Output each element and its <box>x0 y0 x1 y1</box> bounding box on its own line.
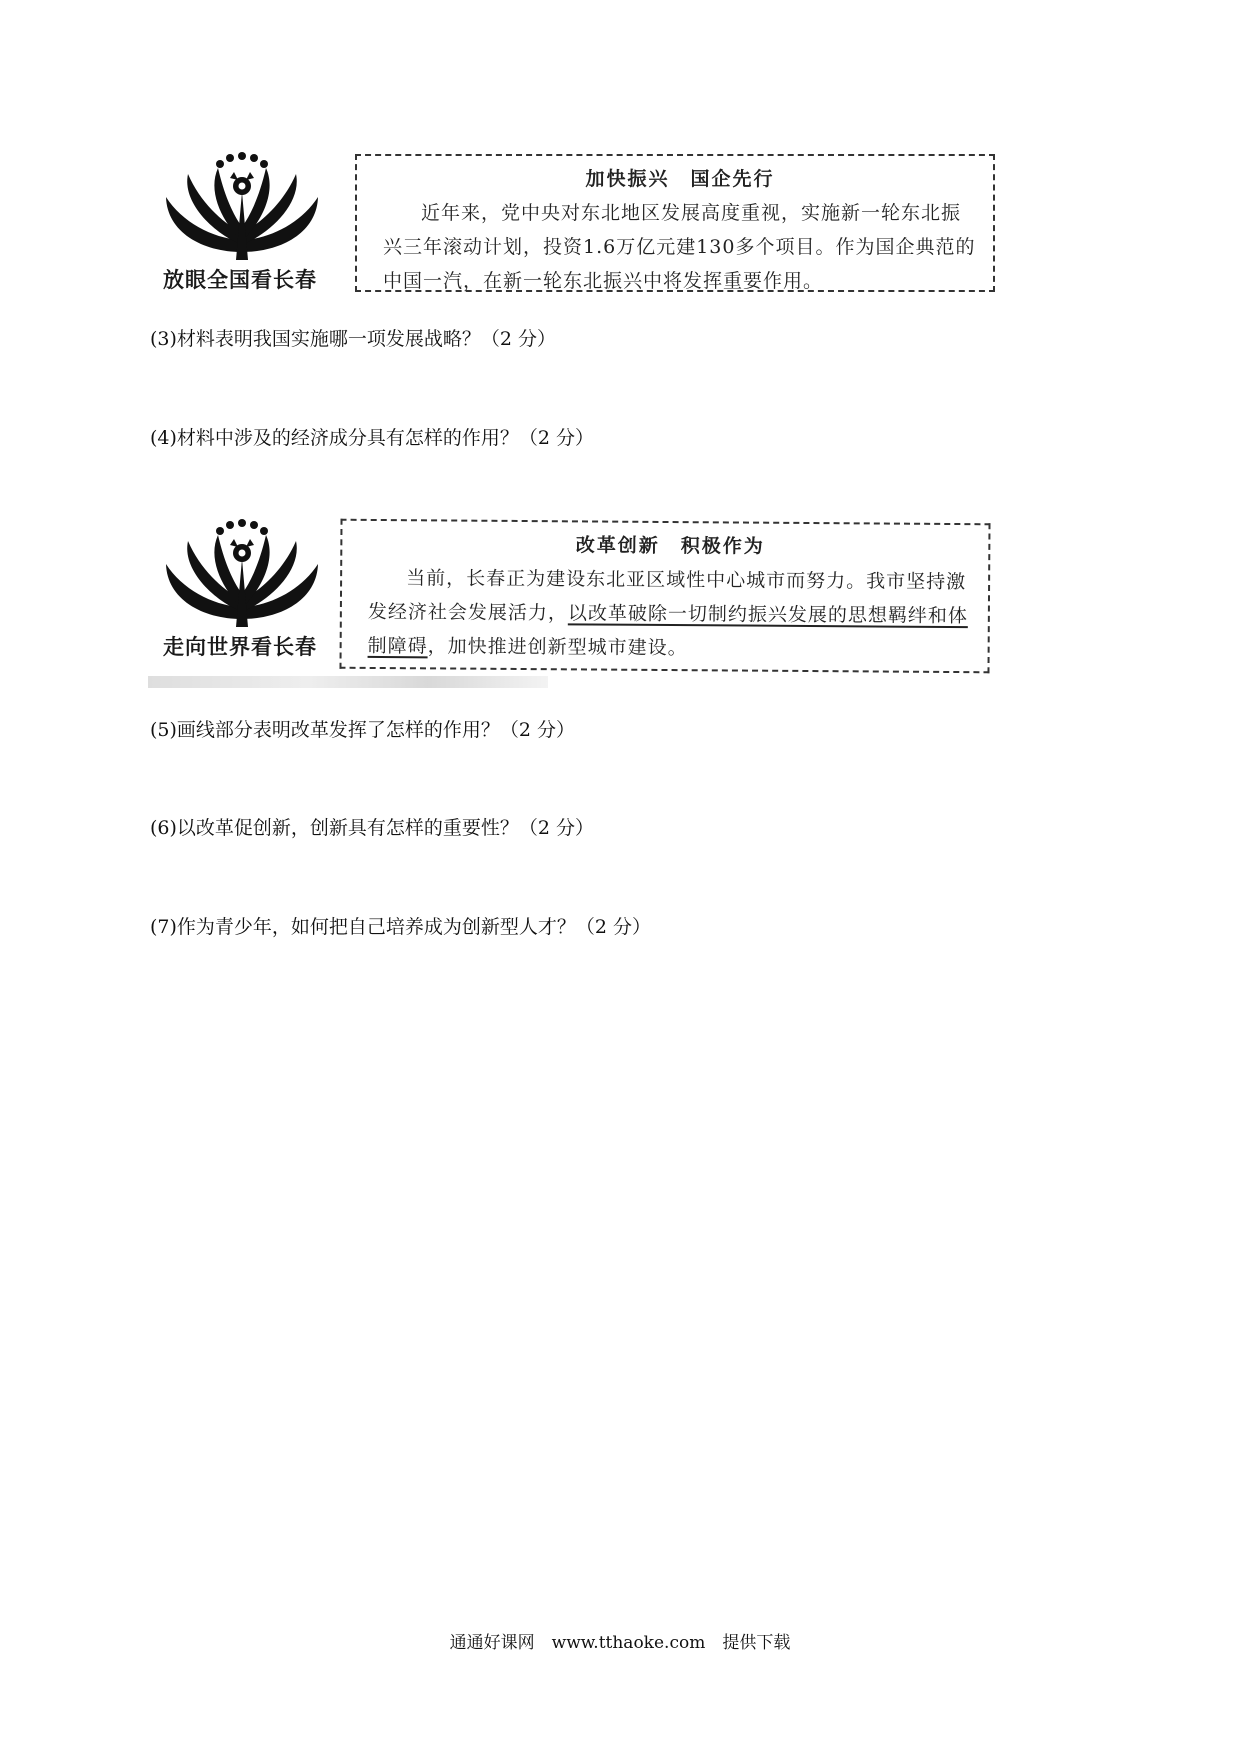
logo-caption: 放眼全国看长春 <box>163 268 317 292</box>
question-6: (6)以改革促创新，创新具有怎样的重要性？（2 分） <box>150 817 595 839</box>
blurred-scan-artifact <box>148 676 548 688</box>
underlined-text: 以改革破除一切制约振兴发展的思想羁绊和体制障碍 <box>367 602 968 658</box>
question-7: (7)作为青少年，如何把自己培养成为创新型人才？（2 分） <box>150 916 652 938</box>
material-body: 近年来，党中央对东北地区发展高度重视，实施新一轮东北振兴三年滚动计划，投资1.6万亿元建130多个项目。作为国企典范的中国一汽，在新一轮东北振兴中将发挥重要作用。 <box>383 202 976 292</box>
changchun-logo <box>150 515 330 675</box>
material-block-1 <box>150 148 1010 308</box>
body-text: 当前，长春正为建设东北亚区域性中心城市而努力。我市坚持激发经济社会发展活力， <box>367 567 967 625</box>
material-body <box>368 561 973 667</box>
question-3: (3)材料表明我国实施哪一项发展战略？（2 分） <box>150 328 557 350</box>
changchun-logo <box>150 148 330 308</box>
peacock-flower-icon <box>162 519 322 631</box>
body-text: ，加快推进创新型城市建设。 <box>427 635 688 660</box>
page-footer: 通通好课网 www.tthaoke.com 提供下载 <box>449 1633 791 1653</box>
logo-caption: 走向世界看长春 <box>163 635 317 659</box>
question-5: (5)画线部分表明改革发挥了怎样的作用？（2 分） <box>150 719 576 741</box>
material-title: 改革创新 积极作为 <box>575 534 765 558</box>
peacock-flower-icon <box>162 152 322 264</box>
material-title: 加快振兴 国企先行 <box>585 168 775 190</box>
material-text-box <box>339 519 990 674</box>
question-4: (4)材料中涉及的经济成分具有怎样的作用？（2 分） <box>150 427 595 449</box>
material-text-box <box>355 154 995 292</box>
material-block-2 <box>150 515 1010 675</box>
